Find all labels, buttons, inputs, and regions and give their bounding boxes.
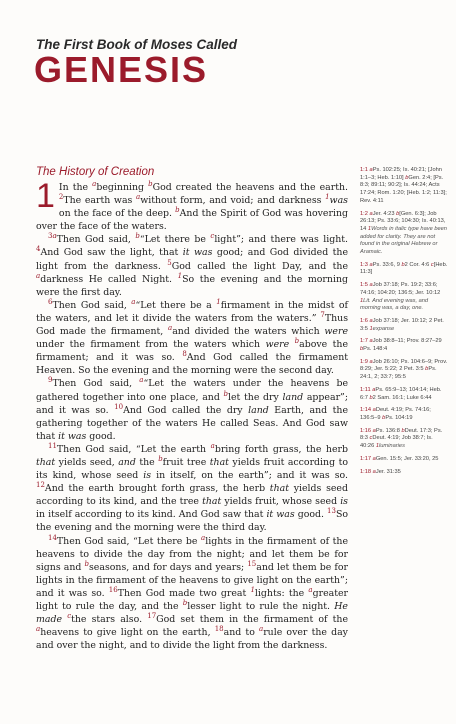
reference-entry: 1:17 aGen. 15:5; Jer. 33:20, 25: [360, 455, 439, 462]
section-heading: The History of Creation: [36, 166, 155, 178]
paragraph: $^{11}$Then God said, “Let the earth $^a$bring forth grass, the herb that yields seed, and the $^b$fruit tree that yields fruit according to its kind, whose seed is in itself, on the earth”; and it was so. $^{12}$And the earth brought forth grass, the herb that yields seed according to its kind, and the tree that yields fruit, whose seed is in itself according to its kind. And God saw that it was good. $^{13}$So the evening and the morning were the third day.: [36, 441, 349, 534]
reference-entry: 1:16 aPs. 136:8 bDeut. 17:3; Ps. 8:3 cDeut. 4:19; Job 38:7; Is. 40:26 1luminaries: [360, 427, 443, 450]
paragraph: $^6$Then God said, $^a$“Let there be a $^1$firmament in the midst of the waters, and let it divide the waters from the waters.” $^7$Thus God made the firmament, $^a$and divided the waters which were under the firmament from the waters which were $^b$above the firmament; and it was so. $^8$And God called the firmament Heaven. So the evening and the morning were the second day.: [36, 297, 349, 377]
chapter-number: 1: [36, 177, 55, 215]
reference-entry: 1:6 aJob 37:18; Jer. 10:12; 2 Pet. 3:5 1expanse: [360, 317, 444, 332]
paragraph: 1 In the $^a$beginning $^b$God created the heavens and the earth. $^2$The earth was $^a$without form, and void; and darkness $^1$was on the face of the deep. $^b$And the Spirit of God was hovering over the face of the waters.: [36, 177, 348, 233]
reference-entry: 1:11 aPs. 65:9–13; 104:14; Heb. 6:7 b2 Sam. 16:1; Luke 6:44: [360, 386, 442, 401]
reference-entry: 1:18 aJer. 31:35: [360, 468, 401, 475]
book-subtitle: The First Book of Moses Called: [36, 37, 238, 52]
scripture-text: [36, 177, 349, 652]
reference-entry: 1:1 aPs. 102:25; Is. 40:21; [John 1:1–3; Heb. 1:10] bGen. 2:4; [Ps. 8:3; 89:11; 90:2]; Is. 44:24; Acts 17:24; Rom. 1:20; [Heb. 1:2; 11:3]; Rev. 4:11: [360, 167, 447, 204]
reference-entry: 1:14 aDeut. 4:19; Ps. 74:16; 136:5–9 bPs. 104:19: [360, 407, 431, 421]
reference-entry: 1:7 aJob 38:8–11; Prov. 8:27–29 bPs. 148:4: [360, 338, 442, 353]
reference-entry: 1:2 aJer. 4:23 b[Gen. 6:3]; Job 26:13; Ps. 33:6; 104:30; Is. 40:13, 14 1Words in italic type have been added for clarity. They are not found in the original Hebrew or Aramaic.: [360, 210, 447, 256]
paragraph: $^{3a}$Then God said, $^b$“Let there be $^c$light”; and there was light. $^4$And God saw the light, that it was good; and God divided the light from the darkness. $^5$God called the light Day, and the $^a$darkness He called Night. $^1$So the evening and the morning were the first day.: [36, 232, 349, 298]
cross-references: [360, 167, 448, 481]
book-title: GENESIS: [34, 49, 209, 90]
reference-entry: 1:5 aJob 37:18; Ps. 19:2; 33:6; 74:16; 104:20; 136:5; Jer. 10:12 1Lit. And evening was, and morning was, a day, one.: [360, 282, 441, 312]
reference-entry: 1:3 aPs. 33:6, 9 b2 Cor. 4:6 c[Heb. 11:3]: [360, 261, 448, 276]
paragraph: $^9$Then God said, $^a$“Let the waters under the heavens be gathered together into one place, and $^b$let the dry land appear”; and it was so. $^{10}$And God called the dry land Earth, and the gathering together of the waters He called Seas. And God saw that it was good.: [36, 376, 348, 442]
reference-entry: 1:9 aJob 26:10; Ps. 104:6–9; Prov. 8:29; Jer. 5:22; 2 Pet. 3:5 bPs. 24:1, 2; 33:7; 95:5: [360, 358, 448, 381]
paragraph: $^{14}$Then God said, “Let there be $^a$lights in the firmament of the heavens to divide the day from the night; and let them be for signs and $^b$seasons, and for days and years; $^{15}$and let them be for lights in the firmament of the heavens to give light on the earth”; and it was so. $^{16}$Then God made two great $^1$lights: the $^a$greater light to rule the day, and the $^b$lesser light to rule the night. He made $^c$the stars also. $^{17}$God set them in the firmament of the $^a$heavens to give light on the earth, $^{18}$and to $^a$rule over the day and over the night, and to divide the light from the darkness.: [36, 533, 349, 652]
